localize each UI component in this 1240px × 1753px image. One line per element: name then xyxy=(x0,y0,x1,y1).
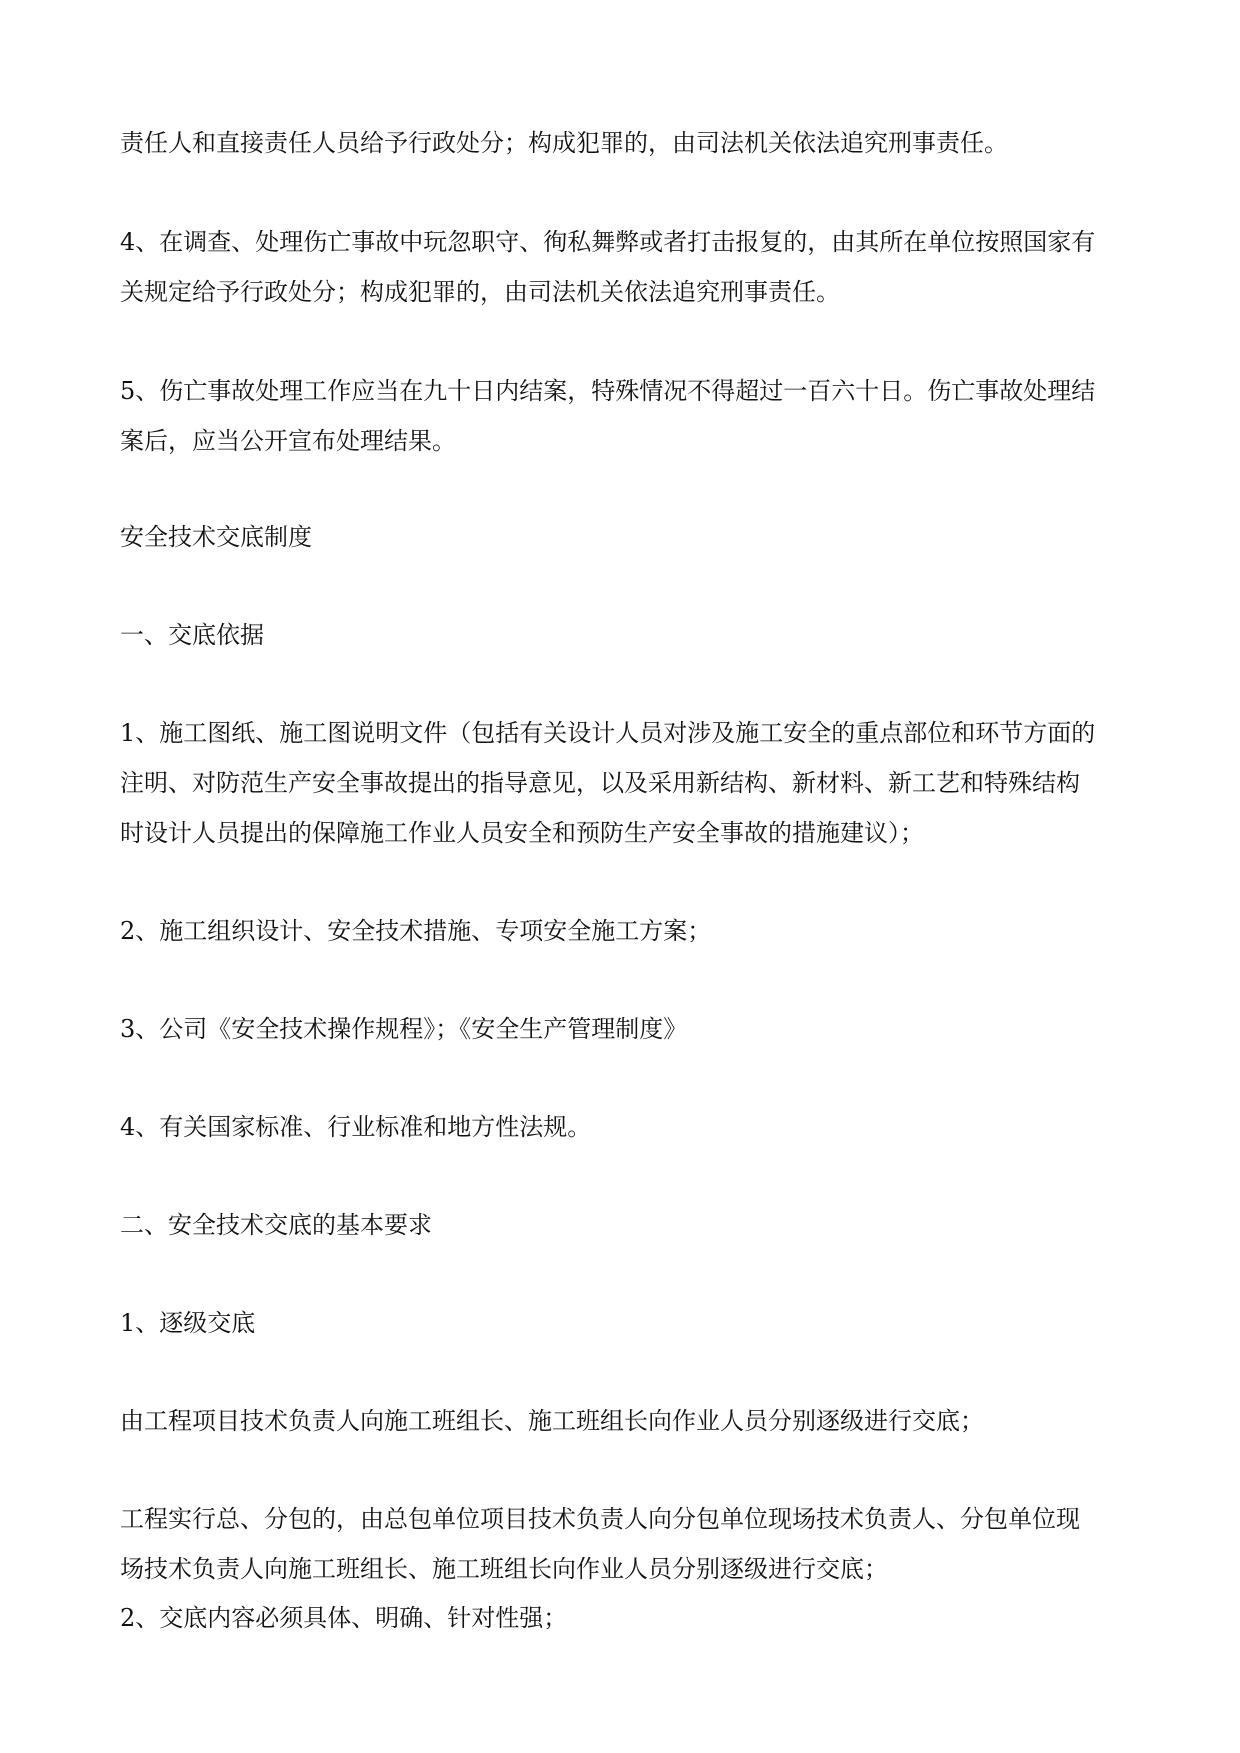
text-line-18: 场技术负责人向施工班组长、施工班组长向作业人员分别逐级进行交底； xyxy=(120,1555,888,1583)
text-line-19: 2、交底内容必须具体、明确、针对性强； xyxy=(120,1604,568,1632)
text-line-13: 4、有关国家标准、行业标准和地方性法规。 xyxy=(120,1113,592,1141)
text-line-4: 5、伤亡事故处理工作应当在九十日内结案，特殊情况不得超过一百六十日。伤亡事故处理结 xyxy=(120,377,1096,405)
text-line-1: 责任人和直接责任人员给予行政处分；构成犯罪的，由司法机关依法追究刑事责任。 xyxy=(120,129,1008,157)
text-line-2: 4、在调查、处理伤亡事故中玩忽职守、徇私舞弊或者打击报复的，由其所在单位按照国家有 xyxy=(120,228,1096,256)
text-line-8: 1、施工图纸、施工图说明文件（包括有关设计人员对涉及施工安全的重点部位和环节方面的 xyxy=(120,719,1096,747)
subheading-level-briefing: 1、逐级交底 xyxy=(120,1309,256,1337)
section-title: 安全技术交底制度 xyxy=(120,523,312,551)
heading-basis: 一、交底依据 xyxy=(120,621,264,649)
text-line-3: 关规定给予行政处分；构成犯罪的，由司法机关依法追究刑事责任。 xyxy=(120,278,840,306)
text-line-16: 由工程项目技术负责人向施工班组长、施工班组长向作业人员分别逐级进行交底； xyxy=(120,1407,984,1435)
text-line-11: 2、施工组织设计、安全技术措施、专项安全施工方案； xyxy=(120,917,712,945)
text-line-17: 工程实行总、分包的，由总包单位项目技术负责人向分包单位现场技术负责人、分包单位现 xyxy=(120,1505,1080,1533)
text-line-5: 案后，应当公开宣布处理结果。 xyxy=(120,427,456,455)
heading-requirements: 二、安全技术交底的基本要求 xyxy=(120,1211,432,1239)
text-line-9: 注明、对防范生产安全事故提出的指导意见，以及采用新结构、新材料、新工艺和特殊结构 xyxy=(120,769,1080,797)
text-line-10: 时设计人员提出的保障施工作业人员安全和预防生产安全事故的措施建议）； xyxy=(120,819,924,847)
text-line-12: 3、公司《安全技术操作规程》；《安全生产管理制度》 xyxy=(120,1015,688,1043)
